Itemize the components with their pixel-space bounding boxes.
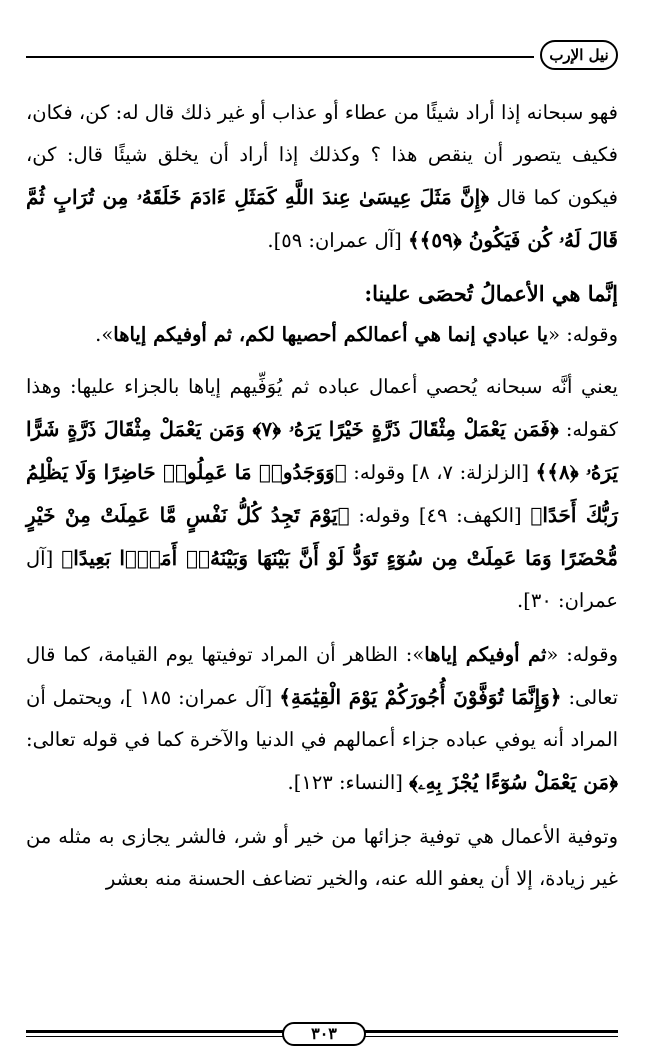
hadith-quote-line [26,314,618,356]
hadith-text: يا عبادي إنما هي أعمالكم أحصيها لكم، ثم أوفيكم إياها [113,323,549,346]
text-run: ». [95,323,114,346]
quran-verse: ﴿فَمَن يَعْمَلْ مِثْقَالَ ذَرَّةٍ خَيْرًا يَرَهُۥ ﴿٧﴾ وَمَن يَعْمَلْ مِثْقَالَ ذَرَّةٍ شَرًّا يَرَهُۥ ﴿٨﴾﴾ [26,417,618,484]
page-content [26,92,618,912]
text-run: [الزلزلة: ٧، ٨] وقوله: [346,461,536,484]
paragraph-4 [26,634,618,804]
book-title: نيل الإرب [549,46,609,64]
text-run: [النساء: ١٢٣]. [287,771,410,794]
page-number-badge [282,1022,366,1046]
section-heading: إنَّما هي الأعمالُ تُحصَى علينا: [364,281,618,306]
paragraph-1 [26,92,618,262]
quran-verse: ﴿وَوَجَدُوا۟ مَا عَمِلُوا۟ حَاضِرًا وَلَا يَظْلِمُ رَبُّكَ أَحَدًا﴾ [26,460,618,527]
quran-verse: ﴿يَوْمَ تَجِدُ كُلُّ نَفْسٍ مَّا عَمِلَتْ مِنْ خَيْرٍ مُّحْضَرًا وَمَا عَمِلَتْ مِن سُوٓءٍ تَوَدُّ لَوْ أَنَّ بَيْنَهَا وَبَيْنَهُۥٓ أَمَدًۢا بَعِيدًا﴾ [26,503,618,570]
page-number: ٣٠٣ [311,1024,337,1043]
text-run: [آل عمران: ٣٠]. [26,547,618,612]
quran-verse: ﴿وَإِنَّمَا تُوَفَّوْنَ أُجُورَكُمْ يَوْمَ الْقِيَٰمَةِ﴾ [279,685,562,709]
quran-verse: ﴿إِنَّ مَثَلَ عِيسَىٰ عِندَ اللَّهِ كَمَثَلِ ءَادَمَ خَلَقَهُۥ مِن تُرَابٍ ثُمَّ قَالَ لَهُۥ كُن فَيَكُونُ ﴿٥٩﴾﴾ [26,185,618,252]
paragraph-5 [26,816,618,900]
text-run: وقوله: « [546,643,618,666]
quran-verse: ﴿مَن يَعْمَلْ سُوٓءًا يُجْزَ بِهِۦ﴾ [409,770,618,794]
text-run: فهو سبحانه إذا أراد شيئًا من عطاء أو عذاب أو غير ذلك قال له: كن، فكان، فكيف يتصور أن ينقص هذا ؟ وكذلك إذا أراد أن يخلق شيئًا قال: كن، فيكون كما قال [26,101,618,209]
text-run: يعني أنَّه سبحانه يُحصي أعمال عباده ثم يُوَفِّيهم إياها بالجزاء عليها: وهذا كقوله: [26,375,619,441]
text-run: وتوفية الأعمال هي توفية جزائها من خير أو شر، فالشر يجازى به مثله من غير زيادة، إلا أن يعفو الله عنه، والخير تضاعف الحسنة منه بعشر [26,825,618,890]
header-rule [26,56,534,58]
text-run: [آل عمران: ٥٩]. [267,229,408,252]
text-run: »: الظاهر أن المراد توفيتها يوم القيامة، كما قال تعالى: [26,643,618,709]
hadith-text: ثم أوفيكم إياها [424,643,547,666]
text-run: وقوله: « [548,323,618,346]
book-title-tab [540,40,618,70]
page-header [26,40,618,74]
text-run: [الكهف: ٤٩] وقوله: [349,504,531,527]
page-footer [26,1022,618,1048]
text-run: [آل عمران: ١٨٥ ]، ويحتمل أن المراد أنه يوفي عباده جزاء أعمالهم في الدنيا والآخرة كما في قوله تعالى: [26,686,618,751]
paragraph-3 [26,366,618,622]
